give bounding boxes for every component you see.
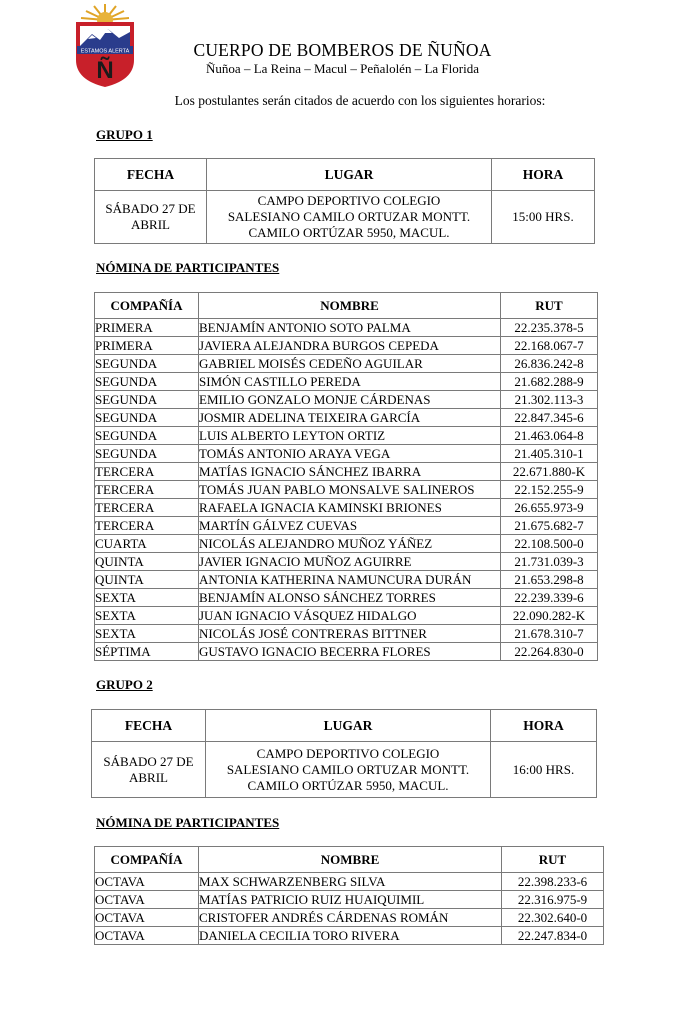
group-2-schedule-table [91, 709, 597, 798]
participants-header-nombre: NOMBRE [199, 293, 501, 319]
participant-rut: 21.731.039-3 [501, 553, 598, 571]
schedule-lugar [206, 742, 491, 798]
schedule-header-fecha: FECHA [92, 710, 206, 742]
participant-nombre: RAFAELA IGNACIA KAMINSKI BRIONES [199, 499, 501, 517]
organization-title: CUERPO DE BOMBEROS DE ÑUÑOA [193, 40, 492, 60]
schedule-header-fecha: FECHA [95, 159, 207, 191]
participant-row [95, 427, 598, 445]
participant-compania: QUINTA [95, 571, 199, 589]
group-2-nomina-heading: NÓMINA DE PARTICIPANTES [96, 815, 280, 830]
participant-compania: SEGUNDA [95, 391, 199, 409]
participant-row [95, 891, 604, 909]
participant-nombre: JUAN IGNACIO VÁSQUEZ HIDALGO [199, 607, 501, 625]
participant-compania: OCTAVA [95, 909, 199, 927]
lugar-line: CAMILO ORTÚZAR 5950, MACUL. [247, 777, 449, 793]
participant-rut: 22.264.830-0 [501, 643, 598, 661]
participant-rut: 22.302.640-0 [502, 909, 604, 927]
participant-rut: 22.316.975-9 [502, 891, 604, 909]
participant-row [95, 445, 598, 463]
participant-rut: 22.671.880-K [501, 463, 598, 481]
participant-compania: OCTAVA [95, 891, 199, 909]
participant-compania: TERCERA [95, 463, 199, 481]
participant-compania: PRIMERA [95, 319, 199, 337]
participant-rut: 21.678.310-7 [501, 625, 598, 643]
participant-row [95, 517, 598, 535]
participant-compania: OCTAVA [95, 927, 199, 945]
logo-banner-text: ESTAMOS ALERTA [80, 48, 130, 55]
participant-row [95, 535, 598, 553]
schedule-header-lugar: LUGAR [206, 710, 491, 742]
participant-row [95, 463, 598, 481]
participant-nombre: MATÍAS IGNACIO SÁNCHEZ IBARRA [199, 463, 501, 481]
participant-nombre: GABRIEL MOISÉS CEDEÑO AGUILAR [199, 355, 501, 373]
schedule-lugar [207, 191, 492, 244]
participant-nombre: MARTÍN GÁLVEZ CUEVAS [199, 517, 501, 535]
participant-nombre: TOMÁS JUAN PABLO MONSALVE SALINEROS [199, 481, 501, 499]
participant-row [95, 481, 598, 499]
participant-compania: SEXTA [95, 589, 199, 607]
participant-row [95, 589, 598, 607]
participant-compania: TERCERA [95, 517, 199, 535]
lugar-line: CAMPO DEPORTIVO COLEGIO [257, 193, 441, 208]
participant-compania: SÉPTIMA [95, 643, 199, 661]
schedule-header-hora: HORA [492, 159, 595, 191]
group-1-heading: GRUPO 1 [96, 127, 153, 142]
group-1-participants-table [94, 292, 598, 661]
participant-nombre: EMILIO GONZALO MONJE CÁRDENAS [199, 391, 501, 409]
participant-row [95, 873, 604, 891]
participant-rut: 26.836.242-8 [501, 355, 598, 373]
lugar-line: SALESIANO CAMILO ORTUZAR MONTT. [227, 209, 471, 224]
participants-header-compania: COMPAÑÍA [95, 293, 199, 319]
group-1-nomina-heading: NÓMINA DE PARTICIPANTES [96, 260, 280, 275]
schedule-hora: 16:00 HRS. [491, 742, 597, 798]
participant-compania: TERCERA [95, 499, 199, 517]
participant-compania: SEGUNDA [95, 373, 199, 391]
participant-row [95, 319, 598, 337]
participant-nombre: JOSMIR ADELINA TEIXEIRA GARCÍA [199, 409, 501, 427]
participant-rut: 22.247.834-0 [502, 927, 604, 945]
participant-rut: 22.168.067-7 [501, 337, 598, 355]
participant-rut: 22.847.345-6 [501, 409, 598, 427]
participant-nombre: MAX SCHWARZENBERG SILVA [199, 873, 502, 891]
participant-compania: CUARTA [95, 535, 199, 553]
intro-text: Los postulantes serán citados de acuerdo con los siguientes horarios: [174, 93, 546, 108]
participant-rut: 21.405.310-1 [501, 445, 598, 463]
participant-compania: PRIMERA [95, 337, 199, 355]
participant-rut: 21.302.113-3 [501, 391, 598, 409]
schedule-header-lugar: LUGAR [207, 159, 492, 191]
participants-header-rut: RUT [502, 847, 604, 873]
participant-row [95, 571, 598, 589]
participant-rut: 21.653.298-8 [501, 571, 598, 589]
participant-nombre: NICOLÁS JOSÉ CONTRERAS BITTNER [199, 625, 501, 643]
participants-header-compania: COMPAÑÍA [95, 847, 199, 873]
fire-department-crest-logo [74, 2, 136, 88]
logo-letter: Ñ [96, 57, 114, 84]
schedule-fecha: SÁBADO 27 DE ABRIL [95, 191, 207, 244]
participant-nombre: ANTONIA KATHERINA NAMUNCURA DURÁN [199, 571, 501, 589]
participant-rut: 22.239.339-6 [501, 589, 598, 607]
group-2-heading: GRUPO 2 [96, 677, 153, 692]
participant-nombre: NICOLÁS ALEJANDRO MUÑOZ YÁÑEZ [199, 535, 501, 553]
lugar-line: CAMILO ORTÚZAR 5950, MACUL. [248, 225, 450, 240]
participant-row [95, 499, 598, 517]
lugar-line: CAMPO DEPORTIVO COLEGIO [256, 745, 440, 761]
participants-header-nombre: NOMBRE [199, 847, 502, 873]
participant-compania: SEGUNDA [95, 445, 199, 463]
schedule-hora: 15:00 HRS. [492, 191, 595, 244]
participant-row [95, 643, 598, 661]
participants-header-rut: RUT [501, 293, 598, 319]
participant-rut: 22.090.282-K [501, 607, 598, 625]
participant-nombre: DANIELA CECILIA TORO RIVERA [199, 927, 502, 945]
participant-row [95, 553, 598, 571]
participant-row [95, 409, 598, 427]
participant-rut: 22.398.233-6 [502, 873, 604, 891]
lugar-line: SALESIANO CAMILO ORTUZAR MONTT. [226, 761, 470, 777]
participant-compania: SEXTA [95, 625, 199, 643]
participant-rut: 22.152.255-9 [501, 481, 598, 499]
participant-nombre: BENJAMÍN ANTONIO SOTO PALMA [199, 319, 501, 337]
participant-row [95, 373, 598, 391]
participant-row [95, 391, 598, 409]
participant-row [95, 927, 604, 945]
participant-compania: SEGUNDA [95, 409, 199, 427]
group-1-schedule-table [94, 158, 595, 244]
participant-row [95, 607, 598, 625]
participant-row [95, 337, 598, 355]
participant-nombre: JAVIERA ALEJANDRA BURGOS CEPEDA [199, 337, 501, 355]
participant-nombre: TOMÁS ANTONIO ARAYA VEGA [199, 445, 501, 463]
group-2-participants-table [94, 846, 604, 945]
participant-nombre: MATÍAS PATRICIO RUIZ HUAIQUIMIL [199, 891, 502, 909]
participant-compania: OCTAVA [95, 873, 199, 891]
schedule-fecha: SÁBADO 27 DE ABRIL [92, 742, 206, 798]
participant-nombre: CRISTOFER ANDRÉS CÁRDENAS ROMÁN [199, 909, 502, 927]
participant-rut: 22.108.500-0 [501, 535, 598, 553]
participant-nombre: BENJAMÍN ALONSO SÁNCHEZ TORRES [199, 589, 501, 607]
organization-communes: Ñuñoa – La Reina – Macul – Peñalolén – La Florida [206, 61, 479, 76]
participant-nombre: GUSTAVO IGNACIO BECERRA FLORES [199, 643, 501, 661]
participant-row [95, 355, 598, 373]
participant-nombre: JAVIER IGNACIO MUÑOZ AGUIRRE [199, 553, 501, 571]
participant-rut: 21.675.682-7 [501, 517, 598, 535]
participant-nombre: LUIS ALBERTO LEYTON ORTIZ [199, 427, 501, 445]
schedule-header-hora: HORA [491, 710, 597, 742]
participant-rut: 21.682.288-9 [501, 373, 598, 391]
participant-compania: SEGUNDA [95, 427, 199, 445]
participant-row [95, 625, 598, 643]
participant-compania: SEGUNDA [95, 355, 199, 373]
participant-rut: 21.463.064-8 [501, 427, 598, 445]
participant-nombre: SIMÓN CASTILLO PEREDA [199, 373, 501, 391]
participant-compania: QUINTA [95, 553, 199, 571]
participant-rut: 22.235.378-5 [501, 319, 598, 337]
participant-compania: TERCERA [95, 481, 199, 499]
participant-compania: SEXTA [95, 607, 199, 625]
participant-row [95, 909, 604, 927]
participant-rut: 26.655.973-9 [501, 499, 598, 517]
